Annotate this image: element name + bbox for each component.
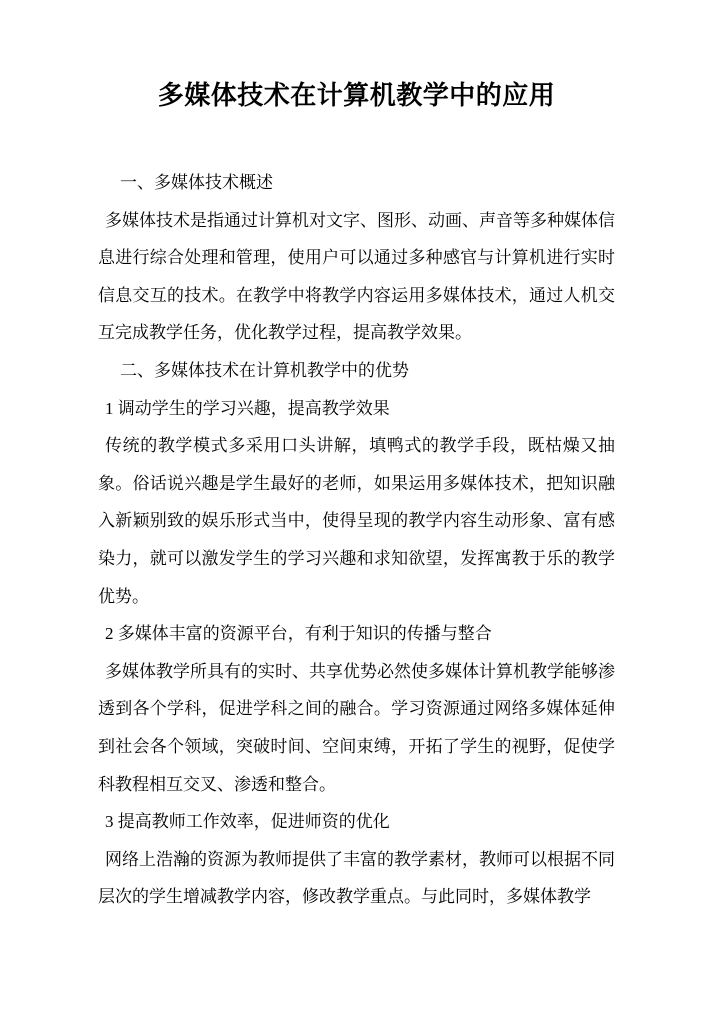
- paragraph-advantage-3: 网络上浩瀚的资源为教师提供了丰富的教学素材，教师可以根据不同层次的学生增减教学内容，修改教学重点。与此同时，多媒体教学: [98, 849, 615, 907]
- paragraph-advantage-2: 多媒体教学所具有的实时、共享优势必然使多媒体计算机教学能够渗透到各个学科，促进学科之间的融合。学习资源通过网络多媒体延伸到社会各个领域，突破时间、空间束缚，开拓了学生的视野，促使学科教程相互交叉、渗透和整合。: [98, 661, 615, 794]
- section-heading-advantages: 二、多媒体技术在计算机教学中的优势: [120, 360, 409, 380]
- section-heading-overview: 一、多媒体技术概述: [120, 173, 273, 192]
- paragraph-advantage-1: 传统的教学模式多采用口头讲解，填鸭式的教学手段，既枯燥又抽象。俗话说兴趣是学生最好的老师，如果运用多媒体技术，把知识融入新颖别致的娱乐形式当中，使得呈现的教学内容生动形象、富有感染力，就可以激发学生的学习兴趣和求知欲望，发挥寓教于乐的教学优势。: [98, 436, 615, 606]
- paragraph-overview: 多媒体技术是指通过计算机对文字、图形、动画、声音等多种媒体信息进行综合处理和管理，使用户可以通过多种感官与计算机进行实时信息交互的技术。在教学中将教学内容运用多媒体技术，通过人机交互完成教学任务，优化教学过程，提高教学效果。: [98, 210, 615, 343]
- subheading-advantage-3: 3 提高教师工作效率，促进师资的优化: [105, 812, 390, 832]
- document-body: [98, 164, 615, 916]
- subheading-advantage-2: 2 多媒体丰富的资源平台，有利于知识的传播与整合: [105, 624, 492, 644]
- subheading-advantage-1: 1 调动学生的学习兴趣，提高教学效果: [105, 398, 390, 418]
- document-title: 多媒体技术在计算机教学中的应用: [157, 81, 556, 110]
